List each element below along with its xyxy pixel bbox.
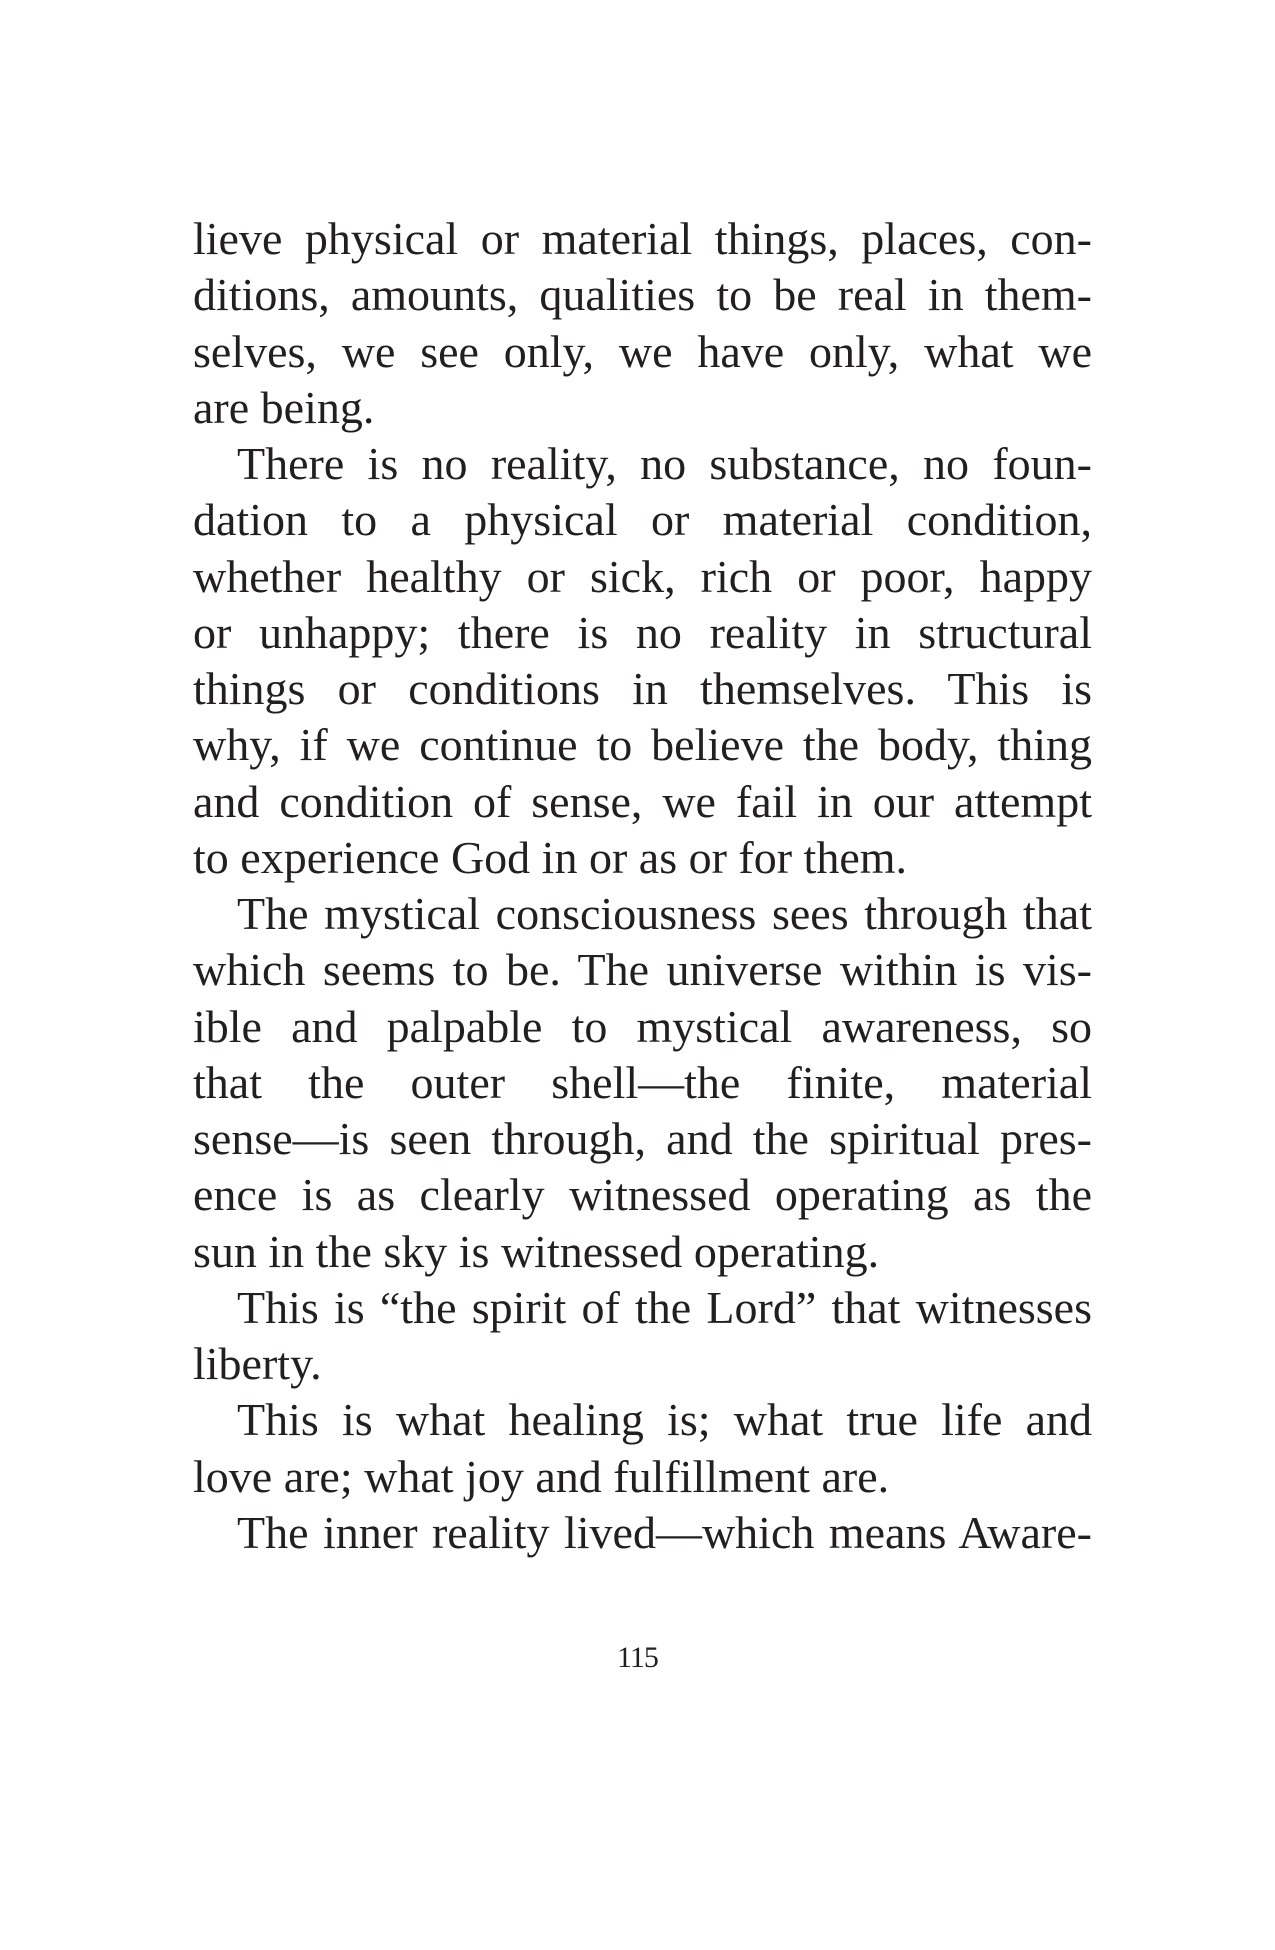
text-line: are being. (193, 381, 375, 433)
paragraph-3 (193, 886, 1092, 1280)
text-line: sun in the sky is witnessed operating. (193, 1225, 880, 1277)
text-line: love are; what joy and fulfillment are. (193, 1450, 890, 1502)
text-line: to experience God in or as or for them. (193, 831, 908, 883)
text-line: which seems to be. The universe within is vis- (193, 944, 1092, 996)
text-line: ditions, amounts, qualities to be real in them- (193, 269, 1092, 321)
paragraph-2 (193, 436, 1092, 886)
paragraph-4 (193, 1280, 1092, 1393)
text-line: The mystical consciousness sees through that (237, 888, 1092, 939)
text-line: whether healthy or sick, rich or poor, happy (193, 550, 1092, 602)
text-line: sense—is seen through, and the spiritual pres- (193, 1113, 1092, 1164)
text-line: things or conditions in themselves. This is (193, 663, 1092, 714)
text-line: and condition of sense, we fail in our attempt (193, 775, 1092, 827)
text-line: There is no reality, no substance, no foun- (237, 438, 1092, 489)
text-line: ible and palpable to mystical awareness, so (193, 1000, 1092, 1052)
paragraph-6 (193, 1505, 1092, 1561)
text-line: The inner reality lived—which means Aware- (237, 1506, 1092, 1558)
text-line: ence is as clearly witnessed operating as the (193, 1169, 1092, 1221)
paragraph-5 (193, 1392, 1092, 1505)
paragraph-1 (193, 211, 1092, 436)
text-line: selves, we see only, we have only, what we (193, 325, 1092, 377)
text-line: that the outer shell—the finite, material (193, 1056, 1092, 1108)
text-line: This is “the spirit of the Lord” that witnesses (237, 1281, 1092, 1333)
body-text (193, 211, 1092, 1561)
text-line: dation to a physical or material condition, (193, 494, 1092, 546)
page-number: 115 (617, 1641, 658, 1674)
text-line: liberty. (193, 1338, 322, 1389)
text-line: why, if we continue to believe the body, thing (193, 719, 1092, 771)
text-line: This is what healing is; what true life and (237, 1394, 1092, 1446)
text-line: or unhappy; there is no reality in structural (193, 606, 1092, 658)
text-line: lieve physical or material things, places, con- (193, 213, 1092, 264)
